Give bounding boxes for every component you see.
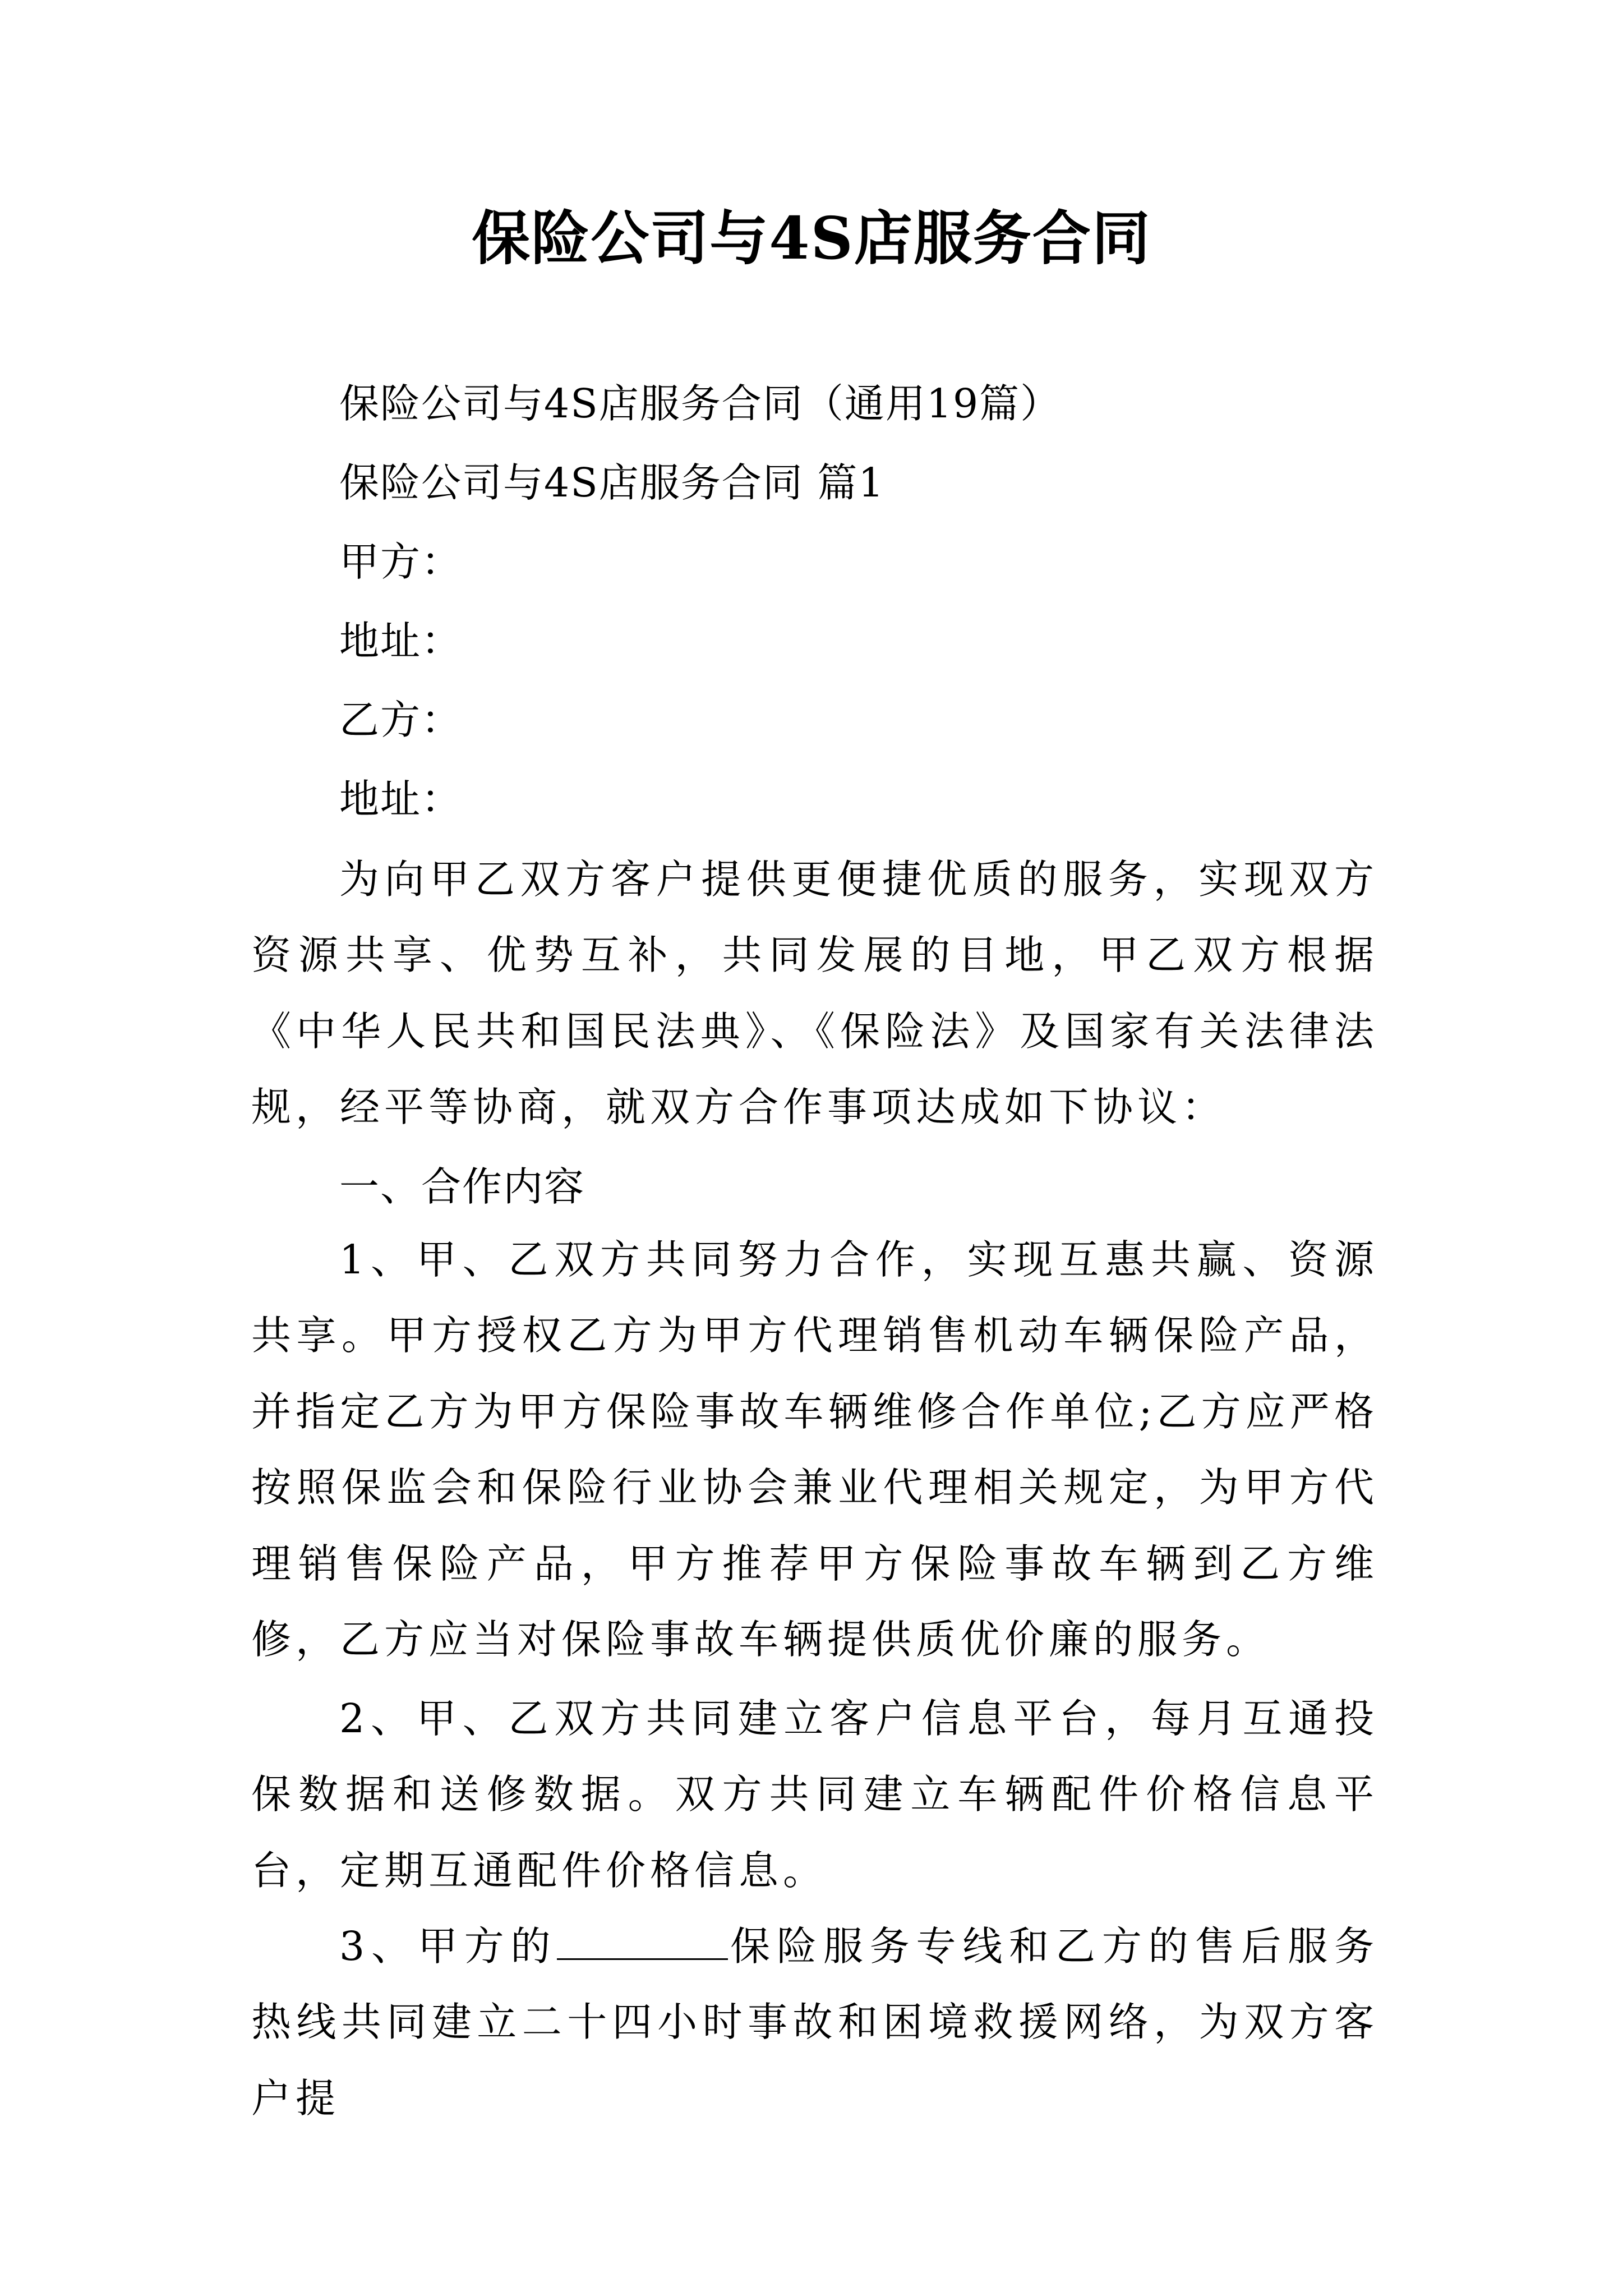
fill-in-blank-line <box>557 1924 728 1960</box>
party-b-label: 乙方： <box>339 697 463 743</box>
party-a-address-label: 地址： <box>339 618 463 664</box>
document-title: 保险公司与4S店服务合同 <box>472 204 1151 273</box>
collection-subtitle: 保险公司与4S店服务合同（通用19篇） <box>339 380 1062 427</box>
chapter-subtitle: 保险公司与4S店服务合同 篇1 <box>339 459 885 506</box>
clause-1-paragraph: 1、甲、乙双方共同努力合作，实现互惠共赢、资源共享。甲方授权乙方为甲方代理销售机动车辆保险产品，并指定乙方为甲方保险事故车辆维修合作单位;乙方应严格按照保监会和保险行业协会兼业代理相关规定，为甲方代理销售保险产品，甲方推荐甲方保险事故车辆到乙方维修，乙方应当对保险事故车辆提供质优价廉的服务。 <box>251 1236 1378 1663</box>
clause-3-paragraph <box>251 1908 1378 2136</box>
clause-3-text-end: 保险服务专线和乙方的售后服务热线共同建立二十四小时事故和困境救援网络，为双方客户提 <box>251 1923 1378 2122</box>
clause-3-text-start: 3、甲方的 <box>339 1923 557 1970</box>
clause-2-paragraph: 2、甲、乙双方共同建立客户信息平台，每月互通投保数据和送修数据。双方共同建立车辆配件价格信息平台，定期互通配件价格信息。 <box>251 1695 1378 1894</box>
party-b-address-label: 地址： <box>339 776 463 822</box>
section-heading-cooperation: 一、合作内容 <box>339 1163 585 1210</box>
preamble-paragraph: 为向甲乙双方客户提供更便捷优质的服务，实现双方资源共享、优势互补，共同发展的目地，甲乙双方根据《中华人民共和国民法典》、《保险法》及国家有关法律法规，经平等协商，就双方合作事项达成如下协议： <box>251 856 1378 1131</box>
party-a-label: 甲方： <box>339 539 463 585</box>
